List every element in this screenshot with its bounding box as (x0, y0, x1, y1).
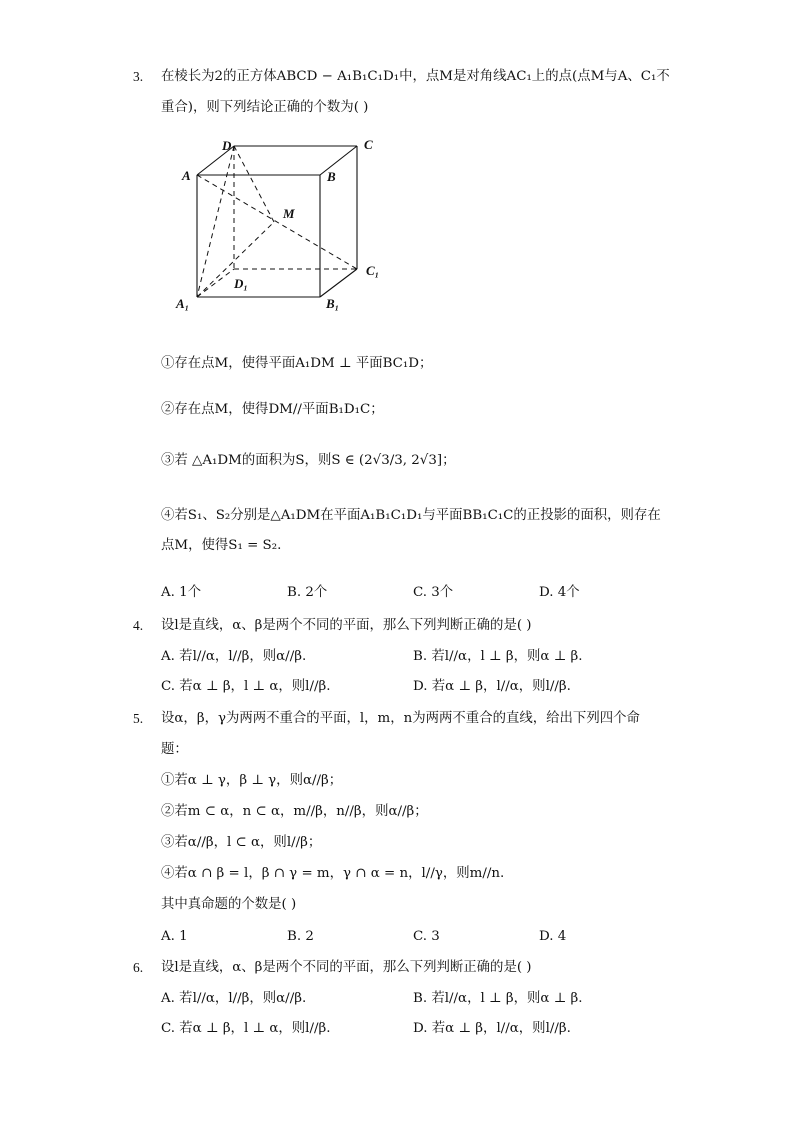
hidden-edge-A1D1 (197, 269, 234, 297)
label-C1: C₁ (366, 263, 380, 278)
question-4-option-d[interactable]: D. 若α ⊥ β，l//α，则l//β. (413, 679, 571, 694)
question-3-stem-line2: 重合)，则下列结论正确的个数为( ) (161, 100, 369, 115)
label-D1: D₁ (234, 276, 248, 291)
question-5-option-b[interactable]: B. 2 (287, 929, 314, 944)
question-5-stem-line1: 设α，β，γ为两两不重合的平面，l，m，n为两两不重合的直线，给出下列四个命 (161, 711, 640, 726)
question-6-number: 6. (133, 960, 144, 975)
question-3-statement-4-line2: 点M，使得S₁ = S₂. (161, 538, 282, 553)
question-3-statement-3: ③若 △A₁DM的面积为S，则S ∈ (2√3/3, 2√3]； (161, 453, 456, 468)
question-3-option-a[interactable]: A. 1个 (161, 585, 202, 600)
label-B: B (327, 169, 336, 184)
question-5-statement-2: ②若m ⊂ α，n ⊂ α，m//β，n//β，则α//β； (161, 804, 428, 819)
edge-B1C1 (320, 269, 357, 297)
question-3-statement-1: ①存在点M，使得平面A₁DM ⊥ 平面BC₁D； (161, 356, 433, 371)
diagonal-AC1 (197, 175, 357, 269)
question-3-option-b[interactable]: B. 2个 (287, 585, 328, 600)
question-5-option-a[interactable]: A. 1 (161, 929, 188, 944)
question-4-option-c[interactable]: C. 若α ⊥ β，l ⊥ α，则l//β. (161, 679, 331, 694)
question-3-statement-4-line1: ④若S₁、S₂分别是△A₁DM在平面A₁B₁C₁D₁与平面BB₁C₁C的正投影的面积，则存在 (161, 508, 661, 523)
question-5-statement-3: ③若α//β，l ⊂ α，则l//β； (161, 835, 322, 850)
question-6-option-d[interactable]: D. 若α ⊥ β，l//α，则l//β. (413, 1021, 571, 1036)
question-5-statement-4: ④若α ∩ β = l，β ∩ γ = m，γ ∩ α = n，l//γ，则m//n. (161, 866, 505, 881)
label-M: M (283, 206, 295, 221)
label-A: A (182, 168, 191, 183)
question-4-option-b[interactable]: B. 若l//α，l ⊥ β，则α ⊥ β. (413, 649, 583, 664)
label-A1: A₁ (176, 296, 190, 311)
question-3-option-d[interactable]: D. 4个 (539, 585, 580, 600)
question-6-stem: 设l是直线，α、β是两个不同的平面，那么下列判断正确的是( ) (161, 960, 532, 975)
question-4-option-a[interactable]: A. 若l//α，l//β，则α//β. (161, 649, 307, 664)
label-C: C (364, 137, 373, 152)
question-6-option-c[interactable]: C. 若α ⊥ β，l ⊥ α，则l//β. (161, 1021, 331, 1036)
question-4-stem: 设l是直线，α、β是两个不同的平面，那么下列判断正确的是( ) (161, 618, 532, 633)
question-6-option-a[interactable]: A. 若l//α，l//β，则α//β. (161, 991, 307, 1006)
question-5-number: 5. (133, 711, 144, 726)
cube-figure (172, 132, 392, 317)
edge-BC (320, 146, 357, 175)
segment-DA1 (197, 146, 234, 297)
label-D: D (222, 138, 232, 153)
question-5-ask: 其中真命题的个数是( ) (161, 897, 297, 912)
label-B1: B₁ (326, 296, 340, 311)
question-4-number: 4. (133, 618, 144, 633)
segment-DM (234, 146, 274, 222)
question-5-option-d[interactable]: D. 4 (539, 929, 567, 944)
question-5-statement-1: ①若α ⊥ γ，β ⊥ γ，则α//β； (161, 773, 343, 788)
question-3-number: 3. (133, 69, 144, 84)
question-3-option-c[interactable]: C. 3个 (413, 585, 454, 600)
question-5-option-c[interactable]: C. 3 (413, 929, 440, 944)
question-3-statement-2: ②存在点M，使得DM//平面B₁D₁C； (161, 402, 384, 417)
question-5-stem-line2: 题： (161, 742, 188, 757)
question-3-stem-line1: 在棱长为2的正方体ABCD − A₁B₁C₁D₁中，点M是对角线AC₁上的点(点M与A、C₁不 (161, 69, 670, 84)
question-6-option-b[interactable]: B. 若l//α，l ⊥ β，则α ⊥ β. (413, 991, 583, 1006)
